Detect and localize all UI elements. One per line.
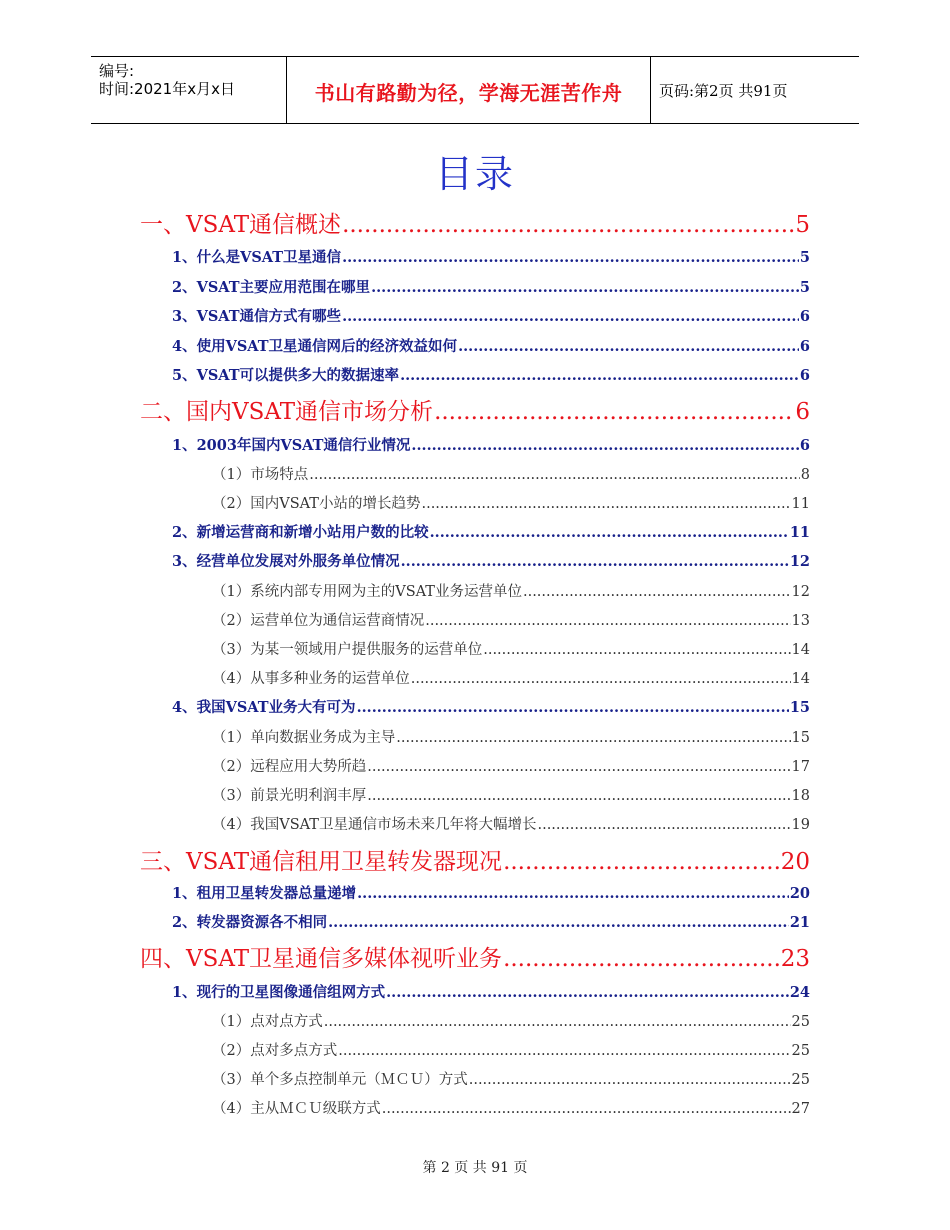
- toc-entry-level-1[interactable]: [140, 393, 810, 425]
- header-page-cell: [650, 57, 859, 123]
- toc-entry-level-2[interactable]: [172, 335, 810, 357]
- toc-leader-dots: [458, 338, 799, 355]
- toc-entry-title: （1）点对点方式: [212, 1014, 323, 1030]
- toc-leader-dots: [338, 1043, 790, 1059]
- toc-entry-level-3[interactable]: [212, 667, 810, 689]
- toc-leader-dots: [411, 671, 791, 687]
- toc-entry-page: 21: [789, 914, 810, 931]
- toc-entry-title: 四、VSAT卫星通信多媒体视听业务: [140, 946, 503, 972]
- toc-leader-dots: [371, 279, 799, 296]
- toc-entry-level-2[interactable]: [172, 696, 810, 718]
- toc-entry-page: 6: [799, 437, 810, 454]
- header-motto: 书山有路勤为径，学海无涯苦作舟: [314, 81, 623, 105]
- toc-entry-title: 5、VSAT可以提供多大的数据速率: [172, 367, 400, 384]
- toc-entry-level-2[interactable]: [172, 521, 810, 543]
- toc-entry-page: 17: [791, 759, 810, 775]
- toc-entry-page: 12: [789, 553, 810, 570]
- toc-entry-title: （2）点对多点方式: [212, 1043, 338, 1059]
- toc-entry-title: 2、VSAT主要应用范围在哪里: [172, 279, 371, 296]
- toc-entry-title: 2、新增运营商和新增小站用户数的比较: [172, 524, 429, 541]
- toc-entry-title: （1）市场特点: [212, 467, 309, 483]
- toc-entry-page: 14: [791, 671, 810, 687]
- toc-entry-title: 3、VSAT通信方式有哪些: [172, 308, 342, 325]
- toc-leader-dots: [382, 1101, 791, 1117]
- toc-entry-level-3[interactable]: [212, 609, 810, 631]
- toc-leader-dots: [503, 849, 780, 875]
- toc-entry-title: 4、我国VSAT业务大有可为: [172, 699, 356, 716]
- toc-leader-dots: [483, 642, 790, 658]
- page-footer: 第 2 页 共 91 页: [422, 1160, 528, 1176]
- toc-entry-page: 11: [789, 524, 810, 541]
- toc-entry-title: （2）运营单位为通信运营商情况: [212, 613, 425, 629]
- toc-entry-level-3[interactable]: [212, 1097, 810, 1119]
- toc-entry-title: 1、租用卫星转发器总量递增: [172, 885, 357, 902]
- toc-entry-page: 20: [789, 885, 810, 902]
- toc-entry-page: 5: [799, 249, 810, 266]
- toc-leader-dots: [411, 437, 798, 454]
- toc-leader-dots: [309, 467, 800, 483]
- toc-leader-dots: [537, 817, 790, 833]
- toc-entry-title: 3、经营单位发展对外服务单位情况: [172, 553, 400, 570]
- toc-leader-dots: [342, 212, 794, 238]
- toc-leader-dots: [328, 914, 789, 931]
- toc-entry-level-3[interactable]: [212, 1068, 810, 1090]
- header-page-number: 页码:第2页 共91页: [659, 82, 788, 100]
- toc-entry-level-3[interactable]: [212, 813, 810, 835]
- toc-leader-dots: [342, 249, 799, 266]
- toc-entry-page: 18: [791, 788, 810, 804]
- toc-entry-page: 23: [780, 946, 810, 972]
- toc-entry-title: （3）单个多点控制单元（ＭＣＵ）方式: [212, 1072, 468, 1088]
- toc-entry-title: 一、VSAT通信概述: [140, 212, 342, 238]
- header-info-cell: [91, 57, 286, 123]
- toc-entry-level-3[interactable]: [212, 755, 810, 777]
- toc-entry-page: 25: [791, 1043, 810, 1059]
- toc-entry-page: 6: [799, 308, 810, 325]
- toc-entry-title: 1、什么是VSAT卫星通信: [172, 249, 342, 266]
- toc-entry-page: 6: [795, 399, 810, 425]
- header-motto-cell: [286, 57, 651, 123]
- toc-entry-title: 1、现行的卫星图像通信组网方式: [172, 984, 386, 1001]
- toc-entry-title: （3）为某一领域用户提供服务的运营单位: [212, 642, 483, 658]
- toc-entry-level-3[interactable]: [212, 638, 810, 660]
- toc-entry-page: 27: [791, 1101, 810, 1117]
- toc-entry-page: 25: [791, 1014, 810, 1030]
- toc-entry-page: 14: [791, 642, 810, 658]
- toc-leader-dots: [425, 613, 790, 629]
- toc-entry-page: 5: [795, 212, 810, 238]
- toc-entry-page: 15: [789, 699, 810, 716]
- page-title: 目录: [434, 152, 515, 196]
- toc-entry-page: 13: [791, 613, 810, 629]
- time-label: 时间:2021年x月x日: [99, 80, 235, 98]
- toc-entry-page: 20: [780, 849, 810, 875]
- toc-entry-level-2[interactable]: [172, 911, 810, 933]
- toc-entry-level-3[interactable]: [212, 1039, 810, 1061]
- toc-entry-page: 19: [791, 817, 810, 833]
- toc-entry-level-3[interactable]: [212, 492, 810, 514]
- toc-leader-dots: [386, 984, 789, 1001]
- toc-entry-title: （4）主从ＭＣＵ级联方式: [212, 1101, 381, 1117]
- toc-entry-level-3[interactable]: [212, 784, 810, 806]
- toc-entry-level-3[interactable]: [212, 580, 810, 602]
- toc-leader-dots: [400, 367, 799, 384]
- toc-entry-level-2[interactable]: [172, 276, 810, 298]
- page-header: [91, 56, 859, 124]
- toc-entry-title: 三、VSAT通信租用卫星转发器现况: [140, 849, 503, 875]
- toc-entry-level-3[interactable]: [212, 726, 810, 748]
- toc-entry-level-2[interactable]: [172, 981, 810, 1003]
- toc-leader-dots: [421, 496, 790, 512]
- toc-entry-title: （4）从事多种业务的运营单位: [212, 671, 410, 687]
- toc-entry-level-3[interactable]: [212, 463, 810, 485]
- toc-entry-page: 8: [800, 467, 810, 483]
- toc-entry-title: （1）系统内部专用网为主的VSAT业务运营单位: [212, 584, 522, 600]
- toc-leader-dots: [367, 788, 790, 804]
- toc-entry-title: 4、使用VSAT卫星通信网后的经济效益如何: [172, 338, 458, 355]
- toc-entry-page: 11: [791, 496, 810, 512]
- toc-entry-level-1[interactable]: [140, 843, 810, 875]
- serial-label: 编号:: [99, 62, 135, 80]
- toc-entry-page: 6: [799, 338, 810, 355]
- toc-leader-dots: [367, 759, 790, 775]
- toc-entry-title: （2）远程应用大势所趋: [212, 759, 367, 775]
- toc-entry-page: 24: [789, 984, 810, 1001]
- toc-entry-page: 25: [791, 1072, 810, 1088]
- toc-entry-page: 12: [791, 584, 810, 600]
- toc-entry-level-3[interactable]: [212, 1010, 810, 1032]
- toc-entry-level-2[interactable]: [172, 364, 810, 386]
- toc-leader-dots: [503, 946, 780, 972]
- toc-entry-title: 二、国内VSAT通信市场分析: [140, 399, 434, 425]
- toc-entry-title: （3）前景光明利润丰厚: [212, 788, 367, 804]
- toc-entry-level-2[interactable]: [172, 434, 810, 456]
- toc-entry-level-2[interactable]: [172, 305, 810, 327]
- toc-leader-dots: [469, 1072, 791, 1088]
- toc-leader-dots: [523, 584, 791, 600]
- toc-entry-title: 1、2003年国内VSAT通信行业情况: [172, 437, 411, 454]
- toc-entry-level-1[interactable]: [140, 940, 810, 972]
- toc-entry-level-2[interactable]: [172, 246, 810, 268]
- toc-entry-page: 5: [799, 279, 810, 296]
- toc-entry-title: （4）我国VSAT卫星通信市场未来几年将大幅增长: [212, 817, 537, 833]
- toc-leader-dots: [430, 524, 789, 541]
- toc-entry-title: （1）单向数据业务成为主导: [212, 730, 396, 746]
- toc-entry-page: 6: [799, 367, 810, 384]
- toc-leader-dots: [396, 730, 790, 746]
- toc-leader-dots: [401, 553, 789, 570]
- toc-entry-title: （2）国内VSAT小站的增长趋势: [212, 496, 421, 512]
- toc-leader-dots: [342, 308, 799, 325]
- toc-entry-title: 2、转发器资源各不相同: [172, 914, 328, 931]
- toc-leader-dots: [357, 885, 789, 902]
- toc-leader-dots: [434, 399, 794, 425]
- toc-entry-level-1[interactable]: [140, 206, 810, 238]
- toc-leader-dots: [324, 1014, 791, 1030]
- toc-entry-page: 15: [791, 730, 810, 746]
- toc-entry-level-2[interactable]: [172, 882, 810, 904]
- toc-entry-level-2[interactable]: [172, 550, 810, 572]
- toc-leader-dots: [357, 699, 789, 716]
